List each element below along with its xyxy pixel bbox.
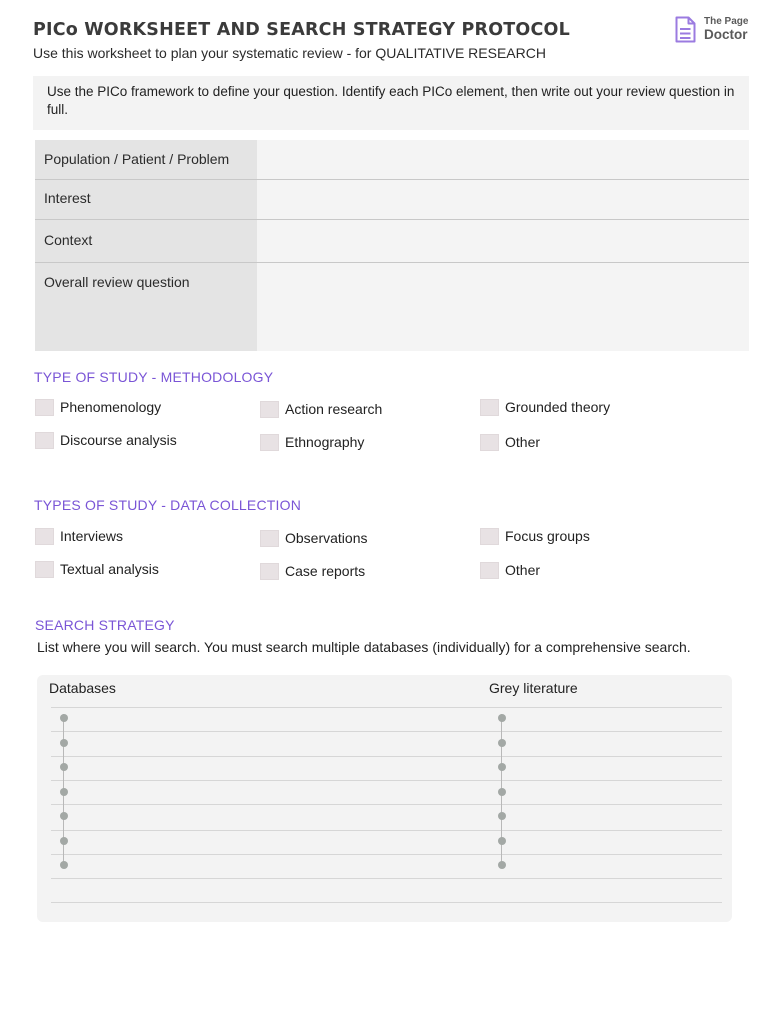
list-line bbox=[51, 804, 722, 805]
checkbox-box[interactable] bbox=[35, 528, 54, 545]
checkbox-label: Textual analysis bbox=[60, 561, 159, 577]
checkbox-box[interactable] bbox=[260, 401, 279, 418]
search-strategy-section-title: SEARCH STRATEGY bbox=[35, 617, 175, 633]
bullet-dot bbox=[498, 812, 506, 820]
list-line bbox=[51, 878, 722, 879]
bullet-dot bbox=[60, 812, 68, 820]
pico-label-cell bbox=[35, 140, 257, 179]
brand-logo bbox=[675, 14, 757, 46]
pico-input-interest[interactable] bbox=[257, 180, 749, 219]
checkbox-label: Other bbox=[505, 434, 541, 450]
pico-table bbox=[35, 140, 749, 351]
checkbox-label: Case reports bbox=[285, 563, 366, 579]
checkbox-label: Ethnography bbox=[285, 434, 365, 450]
bullet-dot bbox=[60, 861, 68, 869]
checkbox-box[interactable] bbox=[260, 530, 279, 547]
bullet-dot bbox=[60, 739, 68, 747]
checkbox-label: Discourse analysis bbox=[60, 432, 177, 448]
list-line bbox=[51, 731, 722, 732]
pico-row-review-question bbox=[35, 263, 749, 351]
checkbox-label: Interviews bbox=[60, 528, 124, 544]
bullet-dot bbox=[498, 861, 506, 869]
pico-label: Context bbox=[44, 232, 93, 248]
data-collection-section-title: TYPES OF STUDY - DATA COLLECTION bbox=[34, 497, 301, 513]
pico-row-context bbox=[35, 220, 749, 262]
checkbox-box[interactable] bbox=[260, 563, 279, 580]
pico-label-cell bbox=[35, 180, 257, 219]
list-line bbox=[51, 830, 722, 831]
checkbox-box[interactable] bbox=[260, 434, 279, 451]
methodology-section-title: TYPE OF STUDY - METHODOLOGY bbox=[34, 369, 274, 385]
bullet-dot bbox=[60, 763, 68, 771]
bullet-dot bbox=[498, 788, 506, 796]
list-line bbox=[51, 902, 722, 903]
bullet-dot bbox=[60, 788, 68, 796]
pico-row-interest bbox=[35, 180, 749, 219]
checkbox-label: Phenomenology bbox=[60, 399, 162, 415]
intro-instructions: Use the PICo framework to define your question. Identify each PICo element, then write out your review question in full. bbox=[33, 76, 749, 130]
checkbox-box[interactable] bbox=[480, 399, 499, 416]
search-strategy-panel bbox=[37, 675, 732, 922]
checkbox-label: Grounded theory bbox=[505, 399, 611, 415]
databases-column-header: Databases bbox=[49, 680, 116, 696]
list-line bbox=[51, 756, 722, 757]
document-icon bbox=[675, 16, 696, 43]
checkbox-label: Other bbox=[505, 562, 541, 578]
bullet-dot bbox=[60, 714, 68, 722]
list-line bbox=[51, 780, 722, 781]
bullet-dot bbox=[498, 714, 506, 722]
bullet-dot bbox=[498, 739, 506, 747]
checkbox-box[interactable] bbox=[480, 562, 499, 579]
bullet-dot bbox=[498, 837, 506, 845]
bullet-dot bbox=[60, 837, 68, 845]
pico-label: Population / Patient / Problem bbox=[44, 151, 230, 167]
logo-text-bottom: Doctor bbox=[704, 27, 748, 42]
checkbox-box[interactable] bbox=[480, 528, 499, 545]
checkbox-box[interactable] bbox=[35, 432, 54, 449]
pico-input-population[interactable] bbox=[257, 140, 749, 179]
pico-row-population bbox=[35, 140, 749, 179]
list-line bbox=[51, 854, 722, 855]
grey-literature-column-header: Grey literature bbox=[489, 680, 578, 696]
checkbox-box[interactable] bbox=[480, 434, 499, 451]
pico-label: Overall review question bbox=[44, 274, 190, 290]
checkbox-label: Action research bbox=[285, 401, 383, 417]
page-subtitle: Use this worksheet to plan your systematic review - for QUALITATIVE RESEARCH bbox=[33, 45, 546, 61]
logo-text-top: The Page bbox=[704, 16, 749, 27]
list-line bbox=[51, 707, 722, 708]
pico-label-cell bbox=[35, 220, 257, 262]
pico-label: Interest bbox=[44, 190, 91, 206]
pico-input-review-question[interactable] bbox=[257, 263, 749, 351]
bullet-dot bbox=[498, 763, 506, 771]
checkbox-box[interactable] bbox=[35, 561, 54, 578]
checkbox-label: Focus groups bbox=[505, 528, 590, 544]
pico-label-cell bbox=[35, 263, 257, 351]
checkbox-label: Observations bbox=[285, 530, 368, 546]
checkbox-box[interactable] bbox=[35, 399, 54, 416]
pico-input-context[interactable] bbox=[257, 220, 749, 262]
search-strategy-note: List where you will search. You must search multiple databases (individually) for a comprehensive search. bbox=[37, 639, 691, 655]
page-title: PICo WORKSHEET AND SEARCH STRATEGY PROTOCOL bbox=[33, 20, 570, 40]
